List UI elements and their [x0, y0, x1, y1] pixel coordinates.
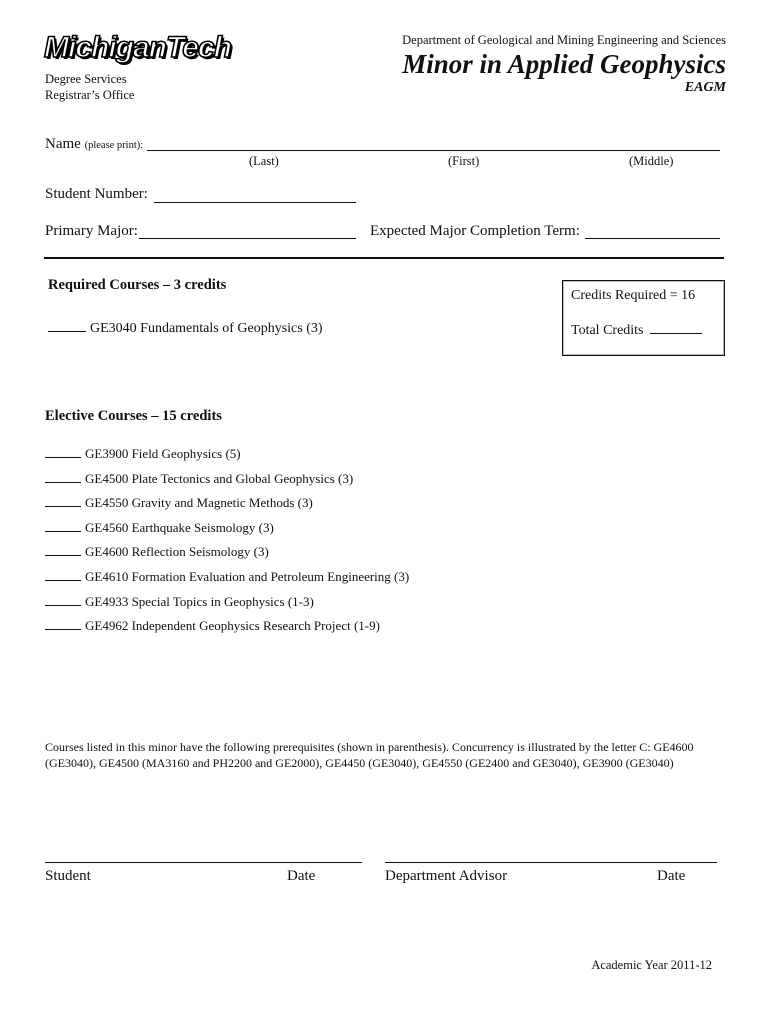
- advisor-date-label: Date: [657, 868, 686, 884]
- last-name-caption: (Last): [249, 154, 279, 168]
- course-text: GE4560 Earthquake Seismology (3): [85, 520, 274, 535]
- page-title: Minor in Applied Geophysics: [402, 49, 726, 79]
- course-blank[interactable]: [45, 569, 81, 581]
- total-credits-label: Total Credits: [571, 323, 644, 338]
- office-line-1: Degree Services: [45, 72, 127, 86]
- completion-term-label: Expected Major Completion Term:: [370, 223, 580, 239]
- required-course-text: GE3040 Fundamentals of Geophysics (3): [90, 321, 323, 336]
- name-hint: (please print):: [84, 140, 144, 151]
- department-name: Department of Geological and Mining Engineering and Sciences: [402, 33, 726, 47]
- student-number-label: Student Number:: [45, 186, 148, 202]
- student-signature-line[interactable]: [45, 862, 362, 863]
- course-blank[interactable]: [45, 594, 81, 606]
- student-signature-label: Student: [45, 868, 91, 884]
- course-blank[interactable]: [45, 520, 81, 532]
- completion-term-field[interactable]: [585, 238, 720, 239]
- course-blank[interactable]: [45, 618, 81, 630]
- course-text: GE4610 Formation Evaluation and Petroleum Engineering (3): [85, 569, 410, 584]
- elective-course-item: [45, 520, 274, 536]
- elective-course-item: [45, 471, 353, 487]
- elective-course-item: [45, 446, 241, 462]
- primary-major-label: Primary Major:: [45, 223, 138, 239]
- student-number-field[interactable]: [154, 202, 356, 203]
- total-credits: [571, 323, 702, 339]
- credits-required: Credits Required = 16: [571, 288, 696, 303]
- course-blank[interactable]: [45, 446, 81, 458]
- elective-course-item: [45, 594, 314, 610]
- course-text: GE4500 Plate Tectonics and Global Geophysics (3): [85, 471, 354, 486]
- elective-course-item: [45, 618, 380, 634]
- middle-name-caption: (Middle): [629, 154, 674, 168]
- required-course-item: [48, 320, 323, 337]
- first-name-caption: (First): [448, 154, 480, 168]
- section-divider: [44, 257, 724, 259]
- course-text: GE4962 Independent Geophysics Research Project (1-9): [85, 618, 380, 633]
- course-text: GE4600 Reflection Seismology (3): [85, 544, 269, 559]
- minor-code: EAGM: [684, 80, 726, 95]
- required-courses-heading: Required Courses – 3 credits: [48, 277, 227, 293]
- name-field[interactable]: [147, 150, 720, 151]
- academic-year: Academic Year 2011-12: [591, 958, 712, 972]
- elective-course-item: [45, 569, 409, 585]
- name-label-text: Name: [45, 136, 81, 152]
- required-course-blank[interactable]: [48, 320, 86, 332]
- registrar-office: [45, 71, 134, 103]
- credits-box: [562, 280, 725, 356]
- course-text: GE4550 Gravity and Magnetic Methods (3): [85, 495, 313, 510]
- michigan-tech-logo: MichiganTech: [44, 31, 231, 64]
- elective-courses-heading: Elective Courses – 15 credits: [45, 408, 222, 424]
- advisor-signature-label: Department Advisor: [385, 868, 508, 884]
- course-blank[interactable]: [45, 471, 81, 483]
- course-blank[interactable]: [45, 544, 81, 556]
- primary-major-field[interactable]: [139, 238, 356, 239]
- course-blank[interactable]: [45, 495, 81, 507]
- course-text: GE3900 Field Geophysics (5): [85, 446, 241, 461]
- name-label: [45, 136, 143, 153]
- elective-course-item: [45, 544, 269, 560]
- prerequisites-note: Courses listed in this minor have the following prerequisites (shown in parenthesis). Concurrency is illustrated by the letter C: GE4600 (GE3040), GE4500 (MA3160 and PH2200 and GE2000), GE4450 (GE3040), GE4550 (GE2400 and GE3040), GE3900 (GE3040): [45, 740, 694, 770]
- advisor-signature-line[interactable]: [385, 862, 717, 863]
- total-credits-field[interactable]: [650, 323, 702, 334]
- student-date-label: Date: [287, 868, 316, 884]
- course-text: GE4933 Special Topics in Geophysics (1-3): [85, 594, 314, 609]
- elective-course-item: [45, 495, 313, 511]
- office-line-2: Registrar’s Office: [45, 88, 135, 102]
